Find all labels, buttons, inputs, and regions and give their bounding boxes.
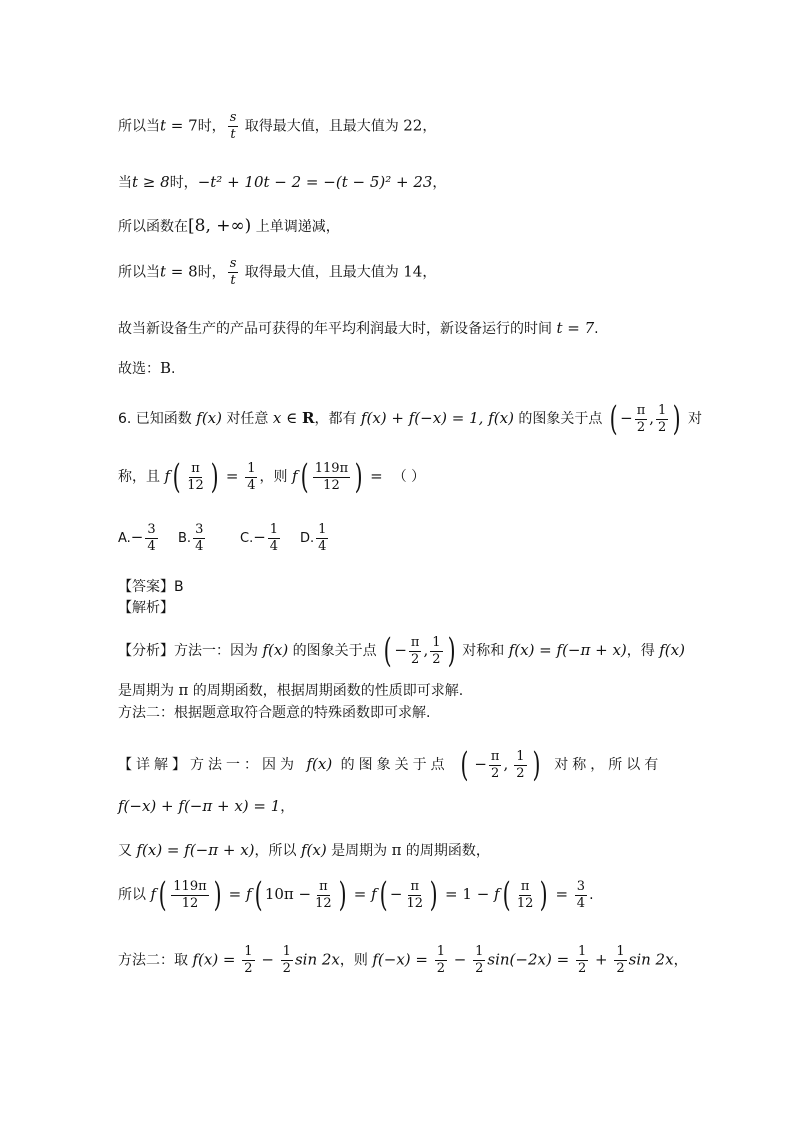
analysis-line-3: 方法二：根据题意取符合题意的特殊函数即可求解. [118,705,431,721]
answer-label: 【答案】B [118,579,184,595]
solution-line-2: f(−x) + f(−π + x) = 1， [118,797,295,815]
answer-options [118,522,360,555]
method-2-line: 方法二：取 f(x) = $\frac{1}{2}$ − $\frac{1}{2}$ sin 2x，则 f(−x) = $\frac{1}{2}$ − $\frac{1}{2}$ sin(−2x) = $\frac{1}{2}$ + $\frac{1}{2}$ sin 2x， [118,944,688,976]
option-d[interactable]: D. $\frac{1}{4}$ [300,522,327,554]
option-b[interactable]: B. $\frac{3}{4}$ [178,522,204,554]
line-max-at-8: 所以当t = 8时， $\frac{s}{t}$ 取得最大值，且最大值为 14， [118,256,437,288]
question-6-stem: 6. 已知函数 f(x) 对任意 x ∈ R，都有 f(x) + f(−x) = 1, f(x) 的图象关于点 ( − $\frac{\pi}{2}$ , $\frac{1}{2}$ ) 对 [118,399,703,439]
line-decreasing: 所以函数在[8, +∞) 上单调递减， [118,216,340,236]
line-conclusion: 故当新设备生产的产品可获得的年平均利润最大时，新设备运行的时间 t = 7. [118,319,599,337]
line-t-ge-8: 当t ≥ 8时，−t² + 10t − 2 = −(t − 5)² + 23， [118,173,447,191]
line-choice-b: 故选：B. [118,359,176,377]
analysis-line-2: 是周期为 π 的周期函数，根据周期函数的性质即可求解. [118,681,464,699]
option-c[interactable]: C.− $\frac{1}{4}$ [240,522,279,554]
line-max-at-7: 所以当t = 7时， $\frac{s}{t}$ 取得最大值，且最大值为 22， [118,110,437,142]
solution-line-3: 又 f(x) = f(−π + x)，所以 f(x) 是周期为 π 的周期函数， [118,841,490,859]
fraction-s-over-t: $\frac{s}{t}$ [229,256,237,288]
analysis-label: 【解析】 [118,600,174,616]
solution-line-4: 所以 f( $\frac{119\pi}{12}$ ) = f( 10π − $\frac{\pi}{12}$ ) = f( − $\frac{\pi}{12}$ ) = 1 − f( $\frac{\pi}{12}$ ) = $\frac{3}{4}$ . [118,875,594,915]
analysis-line-1: 【分析】方法一：因为 f(x) 的图象关于点 ( − $\frac{\pi}{2}$ , $\frac{1}{2}$ ) 对称和 f(x) = f(−π + x)，得 f(x) [118,631,685,671]
solution-line-1: 【详解】方法一：因为 f(x) 的图象关于点 ( − $\frac{\pi}{2}$ , $\frac{1}{2}$ ) 对称，所以有 [118,745,663,785]
question-6-condition: 称，且 f( $\frac{\pi}{12}$ ) = $\frac{1}{4}$ ，则 f( $\frac{119\pi}{12}$ ) = （ ） [118,457,426,497]
fraction-s-over-t: $\frac{s}{t}$ [229,110,237,142]
option-a[interactable]: A.− $\frac{3}{4}$ [118,522,156,554]
